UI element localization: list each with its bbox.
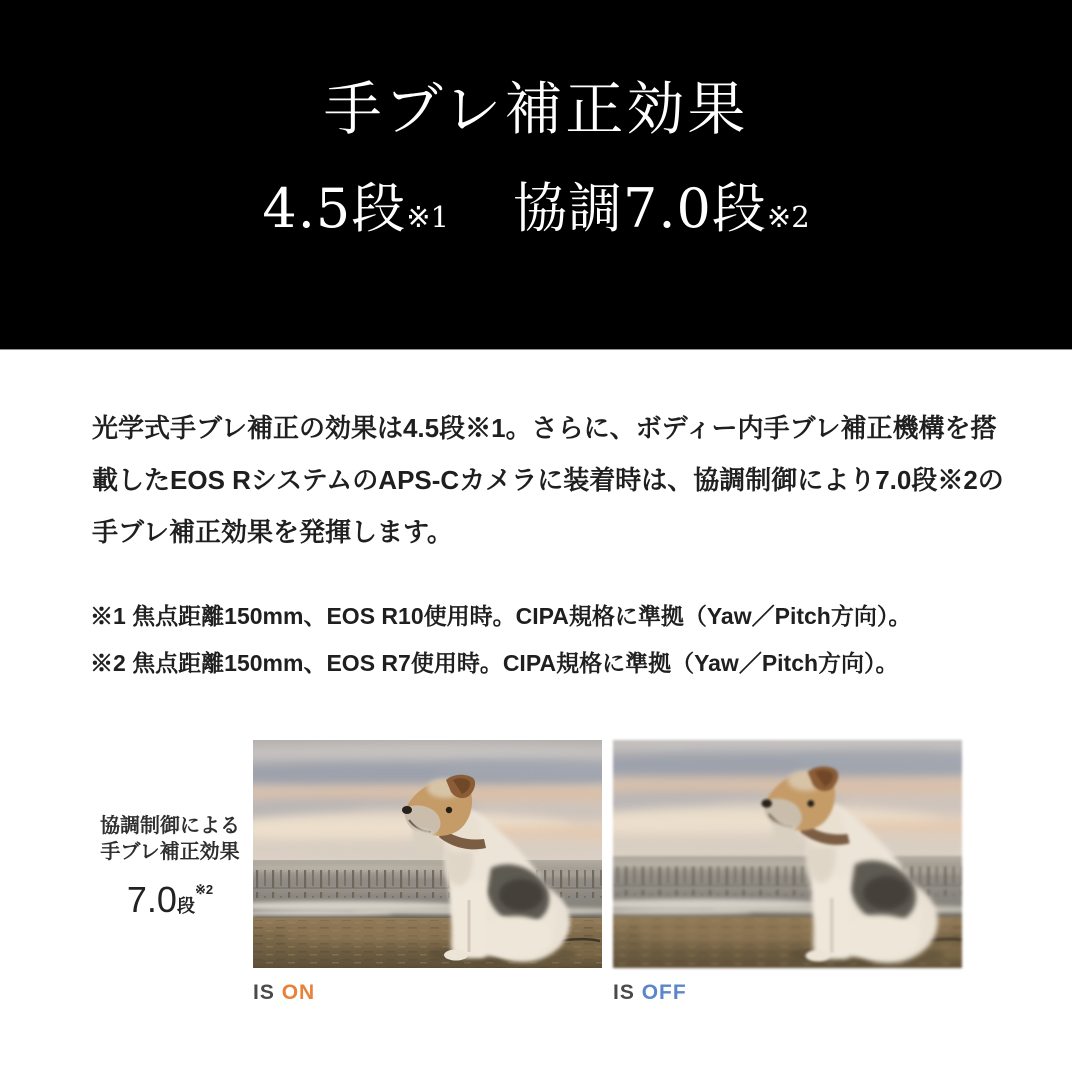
dog-beach-photo-blurred [613, 740, 962, 968]
label-is-on: IS ON [253, 981, 316, 1004]
spec-optical: 4.5段※1 [262, 177, 449, 240]
dog-beach-photo-sharp [253, 740, 602, 968]
content-area [0, 350, 1072, 1080]
spec-optical-note: ※1 [406, 200, 449, 234]
caption-stops-value: 7.0段$^{※2}$ [126, 879, 214, 920]
photo-is-on [253, 740, 602, 1005]
caption-stops-note: ※2 [194, 882, 214, 897]
footnote-1: ※1 焦点距離150mm、EOS R10使用時。CIPA規格に準拠（Yaw／Pitch方向）。 [90, 603, 912, 629]
spec-coordinated: 協調7.0段※2 [513, 177, 810, 240]
comparison-caption [88, 813, 252, 927]
caption-line-2: 手ブレ補正効果 [100, 841, 240, 863]
hero-banner [0, 0, 1072, 350]
caption-line-1: 協調制御による [100, 815, 240, 837]
label-is-off: IS OFF [613, 981, 687, 1004]
footnote-2: ※2 焦点距離150mm、EOS R7使用時。CIPA規格に準拠（Yaw／Pitch方向）。 [90, 650, 899, 676]
description-paragraph: 光学式手ブレ補正の効果は4.5段※1。さらに、ボディー内手ブレ補正機構を搭載したEOS RシステムのAPS-Cカメラに装着時は、協調制御により7.0段※2の手ブレ補正効果を発揮します。 [92, 413, 1004, 547]
spec-coordinated-note: ※2 [766, 200, 810, 234]
is-off-state: OFF [641, 981, 687, 1004]
banner-subtitle [0, 177, 1072, 240]
is-on-state: ON [281, 981, 316, 1004]
photo-is-off [613, 740, 962, 1005]
footnotes [90, 593, 911, 687]
page-title: 手ブレ補正効果 [323, 75, 749, 143]
